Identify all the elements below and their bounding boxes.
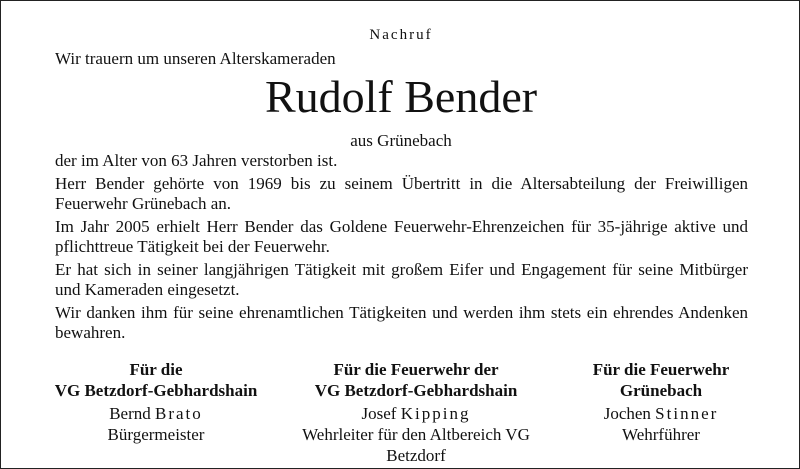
signature-role: Wehrführer bbox=[622, 425, 700, 444]
signature-person bbox=[286, 403, 546, 424]
signature-person bbox=[561, 403, 761, 424]
signature-person bbox=[41, 403, 271, 424]
signature-last-name: Stinner bbox=[655, 404, 719, 423]
body-paragraph: Herr Bender gehörte von 1969 bis zu seinem Übertritt in die Altersabteilung der Freiwilligen Feuerwehr Grünebach an. bbox=[55, 174, 748, 213]
signature-org-line: Grünebach bbox=[619, 381, 703, 400]
signature-org-line: VG Betzdorf-Gebhardshain bbox=[314, 381, 518, 400]
signature-org-line: Für die bbox=[129, 360, 183, 379]
body-paragraph: Wir danken ihm für seine ehrenamtlichen Tätigkeiten und werden ihm stets ein ehrendes Andenken bewahren. bbox=[55, 303, 748, 342]
signature-org-line: Für die Feuerwehr der bbox=[333, 360, 499, 379]
body-paragraph: Er hat sich in seiner langjährigen Tätigkeit mit großem Eifer und Engagement für seine Mitbürger und Kameraden eingesetzt. bbox=[55, 260, 748, 299]
signature-block bbox=[41, 359, 761, 466]
signature-last-name: Kipping bbox=[400, 404, 471, 423]
intro-line: Wir trauern um unseren Alterskameraden bbox=[55, 49, 336, 68]
signature-vg bbox=[41, 359, 271, 466]
signature-org-line: Für die Feuerwehr bbox=[592, 360, 730, 379]
signature-last-name: Brato bbox=[155, 404, 203, 423]
signature-vg-fire-dept bbox=[286, 359, 546, 466]
signature-first-name: Josef bbox=[361, 404, 397, 423]
signature-role: Bürgermeister bbox=[107, 425, 205, 444]
signature-first-name: Bernd bbox=[109, 404, 151, 423]
signature-org-line: VG Betzdorf-Gebhardshain bbox=[54, 381, 258, 400]
signature-role: Wehrleiter für den Altbereich VG Betzdorf bbox=[302, 425, 530, 465]
deceased-name: Rudolf Bender bbox=[264, 71, 538, 122]
notice-heading: Nachruf bbox=[369, 27, 433, 43]
body-paragraph: der im Alter von 63 Jahren verstorben ist. bbox=[55, 151, 338, 170]
body-paragraph: Im Jahr 2005 erhielt Herr Bender das Goldene Feuerwehr-Ehrenzeichen für 35-jährige aktive und pflichttreue Tätigkeit bei der Feuerwehr. bbox=[55, 217, 748, 256]
obituary-body bbox=[55, 151, 748, 346]
signature-first-name: Jochen bbox=[603, 404, 651, 423]
signature-local-fire-dept bbox=[561, 359, 761, 466]
deceased-origin: aus Grünebach bbox=[350, 131, 452, 150]
